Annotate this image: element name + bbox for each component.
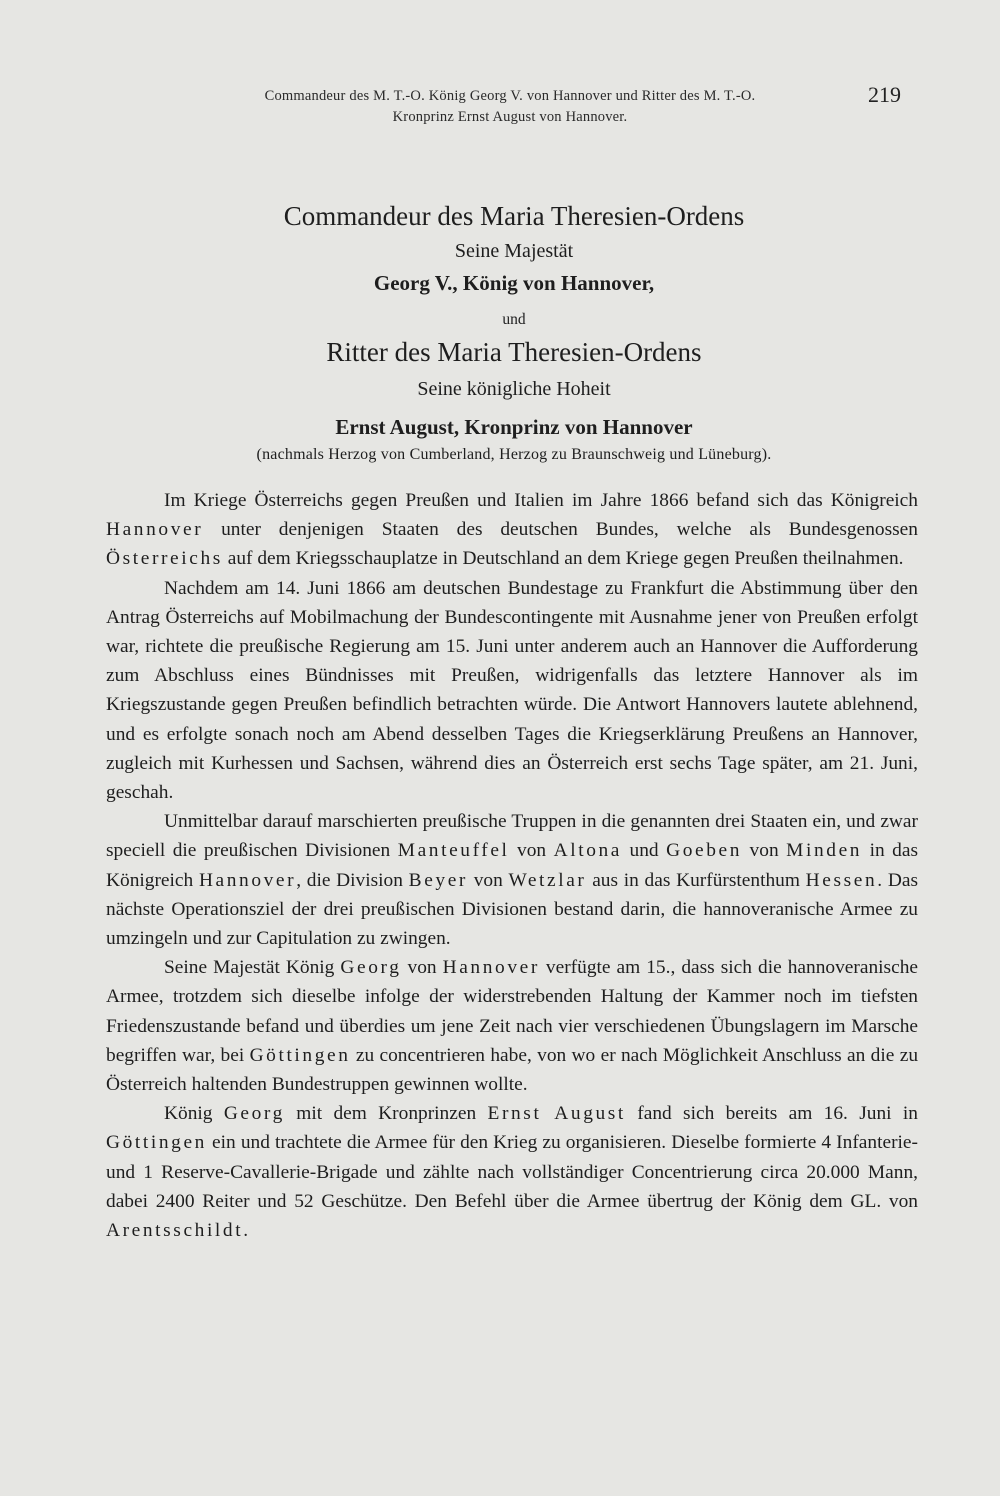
- text-run: mit dem Kronprinzen: [284, 1103, 488, 1125]
- spaced-name: Manteuffel: [397, 840, 510, 862]
- text-run: verfügte am 15., dass sich die hannoveranische Armee, trotzdem sich dieselbe infolge der widerstrebenden Haltung der Kammer noch im tiefsten Friedenszustande befand und überdies um jene Zeit nach vier verschiedenen Übungslagern im Marsche begriffen war, bei: [106, 957, 919, 1066]
- body-text: [106, 486, 918, 1245]
- paragraph-5: [106, 1099, 918, 1245]
- spaced-name: Minden: [786, 840, 863, 862]
- title-georg: Georg V., König von Hannover,: [373, 271, 655, 295]
- spaced-name: Georg: [223, 1103, 285, 1125]
- text-run: König: [164, 1103, 224, 1125]
- spaced-name: Göttingen: [249, 1044, 351, 1066]
- spaced-name: Ernst August: [487, 1103, 626, 1125]
- text-run: in das Königreich: [106, 840, 919, 891]
- spaced-name: Hannover: [442, 957, 540, 979]
- paragraph-1: [106, 486, 918, 574]
- text-run: zu concentrieren habe, von wo er nach Möglichkeit Anschluss an die zu Österreich haltenden Bundestruppen gewinnen wollte.: [106, 1044, 919, 1096]
- spaced-name: Hannover: [106, 519, 204, 541]
- spaced-name: Arentsschildt: [106, 1220, 244, 1242]
- text-run: und: [622, 840, 667, 862]
- title-commandeur: Commandeur des Maria Theresien-Ordens: [283, 201, 745, 231]
- paragraph-4: [106, 953, 918, 1099]
- page-number: 219: [868, 82, 901, 107]
- spaced-name: Hannover: [198, 869, 297, 891]
- spaced-name: Goeben: [666, 840, 743, 862]
- text-run: .: [243, 1220, 249, 1242]
- title-ritter: Ritter des Maria Theresien-Ordens: [326, 337, 702, 367]
- running-head-line-2: Kronprinz Ernst August von Hannover.: [392, 109, 628, 125]
- text-run: von: [467, 869, 509, 891]
- running-head: [180, 86, 840, 128]
- spaced-name: Altona: [553, 840, 623, 862]
- text-run: auf dem Kriegsschauplatze in Deutschland an dem Kriege gegen Preußen theilnahmen.: [222, 548, 904, 570]
- spaced-name: Wetzlar: [508, 869, 587, 891]
- paragraph-3: [106, 807, 918, 953]
- text-run: aus in das Kurfürstenthum: [586, 869, 806, 891]
- text-run: ein und trachtete die Armee für den Krieg zu organisieren. Dieselbe formierte 4 Infanterie- und 1 Reserve-Cavallerie-Brigade und zählte nach vollständiger Concentrierung circa 20.000 Mann, dabei 2400 Reiter und 52 Geschütze. Den Befehl über die Armee übertrug der König dem GL. von: [106, 1132, 918, 1212]
- text-run: fand sich bereits am 16. Juni in: [625, 1103, 918, 1125]
- title-note: (nachmals Herzog von Cumberland, Herzog zu Braunschweig und Lüneburg).: [256, 446, 772, 463]
- paragraph-2: [106, 574, 918, 808]
- running-head-line-1: Commandeur des M. T.-O. König Georg V. von Hannover und Ritter des M. T.-O.: [264, 88, 756, 104]
- title-und: und: [502, 311, 526, 328]
- text-run: Nachdem am 14. Juni 1866 am deutschen Bundestage zu Frankfurt die Abstimmung über den Antrag Österreichs auf Mobilmachung der Bundescontingente mit Ausnahme jener von Preußen erfolgt war, richtete die preußische Regierung am 15. Juni unter anderem auch an Hannover die Aufforderung zum Abschluss eines Bündnisses mit Preußen, widrigenfalls das letztere Hannover als im Kriegszustande gegen Preußen befindlich betrachten würde. Die Antwort Hannovers lautete ablehnend, und es erfolgte sonach noch am Abend desselben Tages die Kriegserklärung Preußens an Hannover, zugleich mit Kurhessen und Sachsen, während dies an Österreich erst sechs Tage später, am 21. Juni, geschah.: [106, 577, 918, 804]
- title-ernst-august: Ernst August, Kronprinz von Hannover: [335, 415, 693, 439]
- text-run: Im Kriege Österreichs gegen Preußen und Italien im Jahre 1866 befand sich das Königreich: [164, 490, 918, 511]
- spaced-name: Göttingen: [106, 1132, 207, 1154]
- text-run: von: [509, 840, 554, 862]
- text-run: , die Division: [296, 869, 409, 891]
- spaced-name: Hessen: [805, 869, 878, 891]
- text-run: unter denjenigen Staaten des deutschen Bundes, welche als Bundesgenossen: [203, 519, 918, 541]
- spaced-name: Georg: [340, 957, 402, 979]
- title-block: [110, 198, 918, 466]
- spaced-name: Österreichs: [106, 548, 223, 570]
- title-majestaet: Seine Majestät: [454, 240, 574, 262]
- title-hoheit: Seine königliche Hoheit: [417, 378, 611, 400]
- text-run: von: [401, 957, 443, 979]
- text-run: . Das nächste Operationsziel der drei preußischen Divisionen bestand darin, die hannoveranische Armee zu umzingeln und zur Capitulation zu zwingen.: [106, 869, 918, 950]
- text-run: Unmittelbar darauf marschierten preußische Truppen in die genannten drei Staaten ein, und zwar speciell die preußischen Divisionen: [106, 811, 918, 862]
- text-run: von: [742, 840, 787, 862]
- spaced-name: Beyer: [408, 869, 468, 891]
- text-run: Seine Majestät König: [164, 957, 341, 979]
